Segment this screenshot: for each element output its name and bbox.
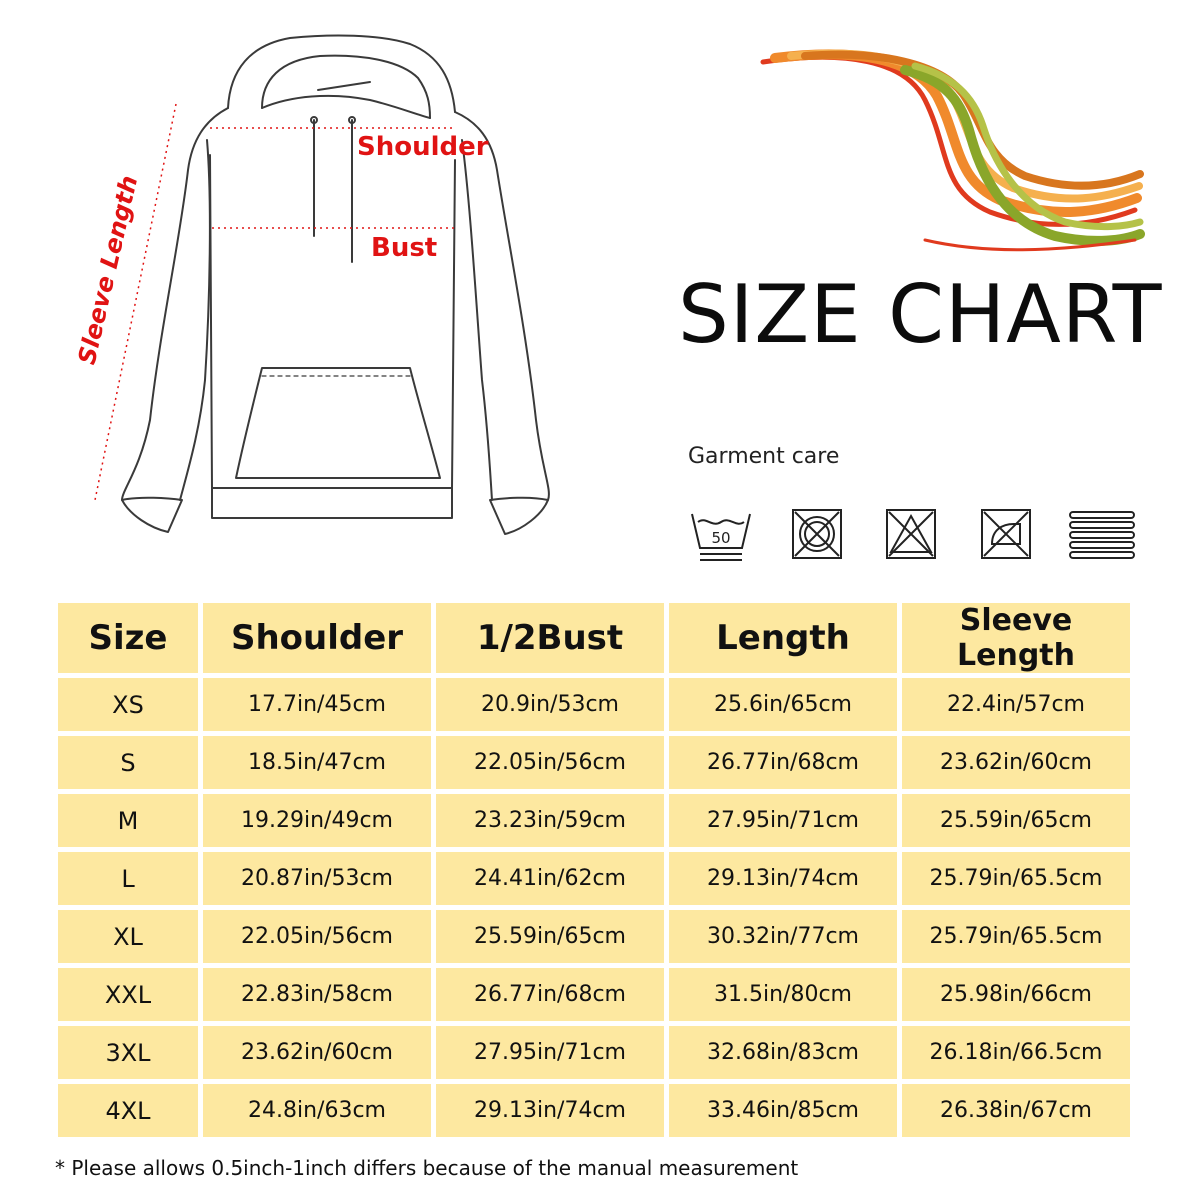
no-tumble-dry-icon <box>791 508 843 560</box>
table-row <box>58 910 1130 963</box>
table-row <box>58 678 1130 731</box>
table-row <box>58 1026 1130 1079</box>
half-bust-cell: 22.05in/56cm <box>436 736 664 789</box>
shoulder-cell: 24.8in/63cm <box>203 1084 431 1137</box>
header-half-bust: 1/2Bust <box>436 603 664 673</box>
shoulder-cell: 18.5in/47cm <box>203 736 431 789</box>
sleeve-length-cell: 26.38in/67cm <box>902 1084 1130 1137</box>
half-bust-cell: 20.9in/53cm <box>436 678 664 731</box>
length-cell: 30.32in/77cm <box>669 910 897 963</box>
shoulder-cell: 20.87in/53cm <box>203 852 431 905</box>
table-row <box>58 1084 1130 1137</box>
length-cell: 29.13in/74cm <box>669 852 897 905</box>
sleeve-length-cell: 25.79in/65.5cm <box>902 910 1130 963</box>
sleeve-length-label: Sleeve Length <box>72 172 144 368</box>
sleeve-length-cell: 23.62in/60cm <box>902 736 1130 789</box>
size-cell: S <box>58 736 198 789</box>
table-header-row <box>58 603 1130 673</box>
size-cell: XS <box>58 678 198 731</box>
wash-50-icon <box>690 508 752 566</box>
no-iron-icon <box>980 508 1032 560</box>
size-cell: L <box>58 852 198 905</box>
half-bust-cell: 27.95in/71cm <box>436 1026 664 1079</box>
length-cell: 32.68in/83cm <box>669 1026 897 1079</box>
header-size: Size <box>58 603 198 673</box>
shoulder-cell: 22.83in/58cm <box>203 968 431 1021</box>
shoulder-label: Shoulder <box>357 132 489 162</box>
size-cell: XL <box>58 910 198 963</box>
header-length: Length <box>669 603 897 673</box>
table-row <box>58 736 1130 789</box>
no-bleach-icon <box>885 508 937 560</box>
size-table <box>53 598 1135 1142</box>
page-title: SIZE CHART <box>678 268 1163 361</box>
shoulder-cell: 23.62in/60cm <box>203 1026 431 1079</box>
header-shoulder: Shoulder <box>203 603 431 673</box>
sleeve-length-cell: 22.4in/57cm <box>902 678 1130 731</box>
length-cell: 33.46in/85cm <box>669 1084 897 1137</box>
shoulder-cell: 17.7in/45cm <box>203 678 431 731</box>
wash-temp-label: 50 <box>711 529 731 547</box>
sleeve-length-cell: 25.98in/66cm <box>902 968 1130 1021</box>
garment-care-label: Garment care <box>688 444 840 469</box>
length-cell: 25.6in/65cm <box>669 678 897 731</box>
size-cell: M <box>58 794 198 847</box>
size-cell: 3XL <box>58 1026 198 1079</box>
size-cell: XXL <box>58 968 198 1021</box>
half-bust-cell: 23.23in/59cm <box>436 794 664 847</box>
sleeve-length-cell: 25.59in/65cm <box>902 794 1130 847</box>
table-row <box>58 794 1130 847</box>
table-row <box>58 852 1130 905</box>
table-row <box>58 968 1130 1021</box>
header-sleeve-length: Sleeve Length <box>902 603 1130 673</box>
length-cell: 31.5in/80cm <box>669 968 897 1021</box>
bust-label: Bust <box>371 233 438 263</box>
half-bust-cell: 26.77in/68cm <box>436 968 664 1021</box>
line-dry-icon <box>1068 508 1136 560</box>
shoulder-cell: 22.05in/56cm <box>203 910 431 963</box>
sleeve-length-cell: 25.79in/65.5cm <box>902 852 1130 905</box>
sleeve-length-cell: 26.18in/66.5cm <box>902 1026 1130 1079</box>
half-bust-cell: 25.59in/65cm <box>436 910 664 963</box>
half-bust-cell: 24.41in/62cm <box>436 852 664 905</box>
length-cell: 27.95in/71cm <box>669 794 897 847</box>
length-cell: 26.77in/68cm <box>669 736 897 789</box>
size-cell: 4XL <box>58 1084 198 1137</box>
swoosh-decoration <box>755 40 1145 255</box>
half-bust-cell: 29.13in/74cm <box>436 1084 664 1137</box>
shoulder-cell: 19.29in/49cm <box>203 794 431 847</box>
measurement-note: * Please allows 0.5inch-1inch differs because of the manual measurement <box>55 1156 799 1180</box>
